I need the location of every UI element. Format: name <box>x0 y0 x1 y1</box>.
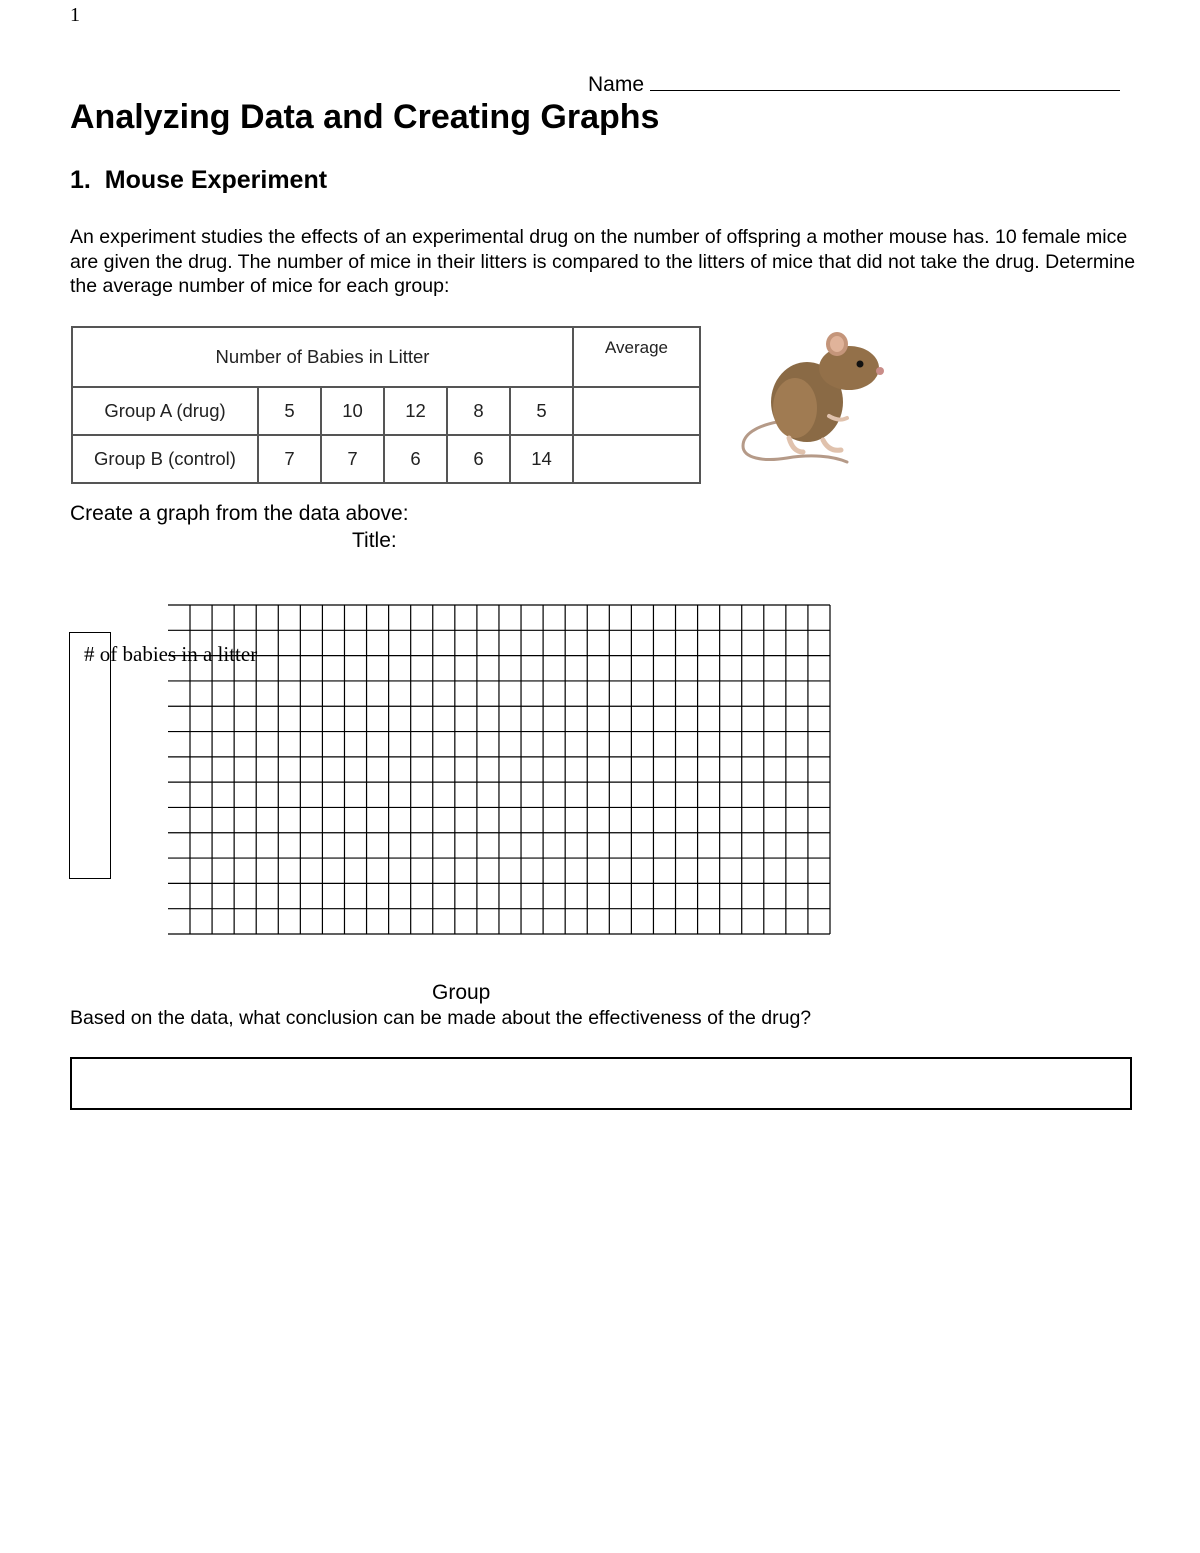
graph-instruction: Create a graph from the data above: <box>70 502 409 525</box>
value-cell: 5 <box>510 387 573 435</box>
value-cell: 14 <box>510 435 573 483</box>
page-number: 1 <box>70 4 80 26</box>
average-cell-group-b[interactable] <box>573 435 700 483</box>
table-header-row <box>72 327 700 387</box>
data-table <box>71 326 701 484</box>
value-cell: 5 <box>258 387 321 435</box>
table-row <box>72 387 700 435</box>
conclusion-question: Based on the data, what conclusion can be made about the effectiveness of the drug? <box>70 1007 812 1029</box>
row-label-cell: Group A (drug) <box>72 387 258 435</box>
section-heading <box>70 166 327 195</box>
value-cell: 12 <box>384 387 447 435</box>
name-blank-line[interactable] <box>650 72 1120 91</box>
graph-title-label: Title: <box>352 529 397 552</box>
answer-box[interactable] <box>70 1057 1132 1110</box>
y-axis-label-box <box>69 632 111 879</box>
intro-paragraph: An experiment studies the effects of an experimental drug on the number of offspring a mother mouse has. 10 female mice are given the drug. The number of mice in their litters is compared to the litters of mice that did not take the drug. Determine the average number of mice for each group: <box>70 226 1136 297</box>
table-row <box>72 435 700 483</box>
value-cell: 8 <box>447 387 510 435</box>
graph-grid[interactable] <box>168 604 832 936</box>
y-axis-label: # of babies in a litter <box>84 642 258 666</box>
row-label-cell: Group B (control) <box>72 435 258 483</box>
section-number: 1. <box>70 166 91 194</box>
average-header-cell: Average <box>573 327 700 387</box>
value-cell: 7 <box>258 435 321 483</box>
name-field[interactable] <box>588 72 1120 97</box>
value-cell: 6 <box>384 435 447 483</box>
value-cell: 7 <box>321 435 384 483</box>
value-cell: 6 <box>447 435 510 483</box>
table-header-cell: Number of Babies in Litter <box>72 327 573 387</box>
average-cell-group-a[interactable] <box>573 387 700 435</box>
name-label: Name <box>588 73 645 96</box>
x-axis-label: Group <box>432 981 491 1004</box>
page-title: Analyzing Data and Creating Graphs <box>70 98 660 136</box>
value-cell: 10 <box>321 387 384 435</box>
mouse-illustration <box>737 330 897 470</box>
section-title: Mouse Experiment <box>104 166 328 194</box>
